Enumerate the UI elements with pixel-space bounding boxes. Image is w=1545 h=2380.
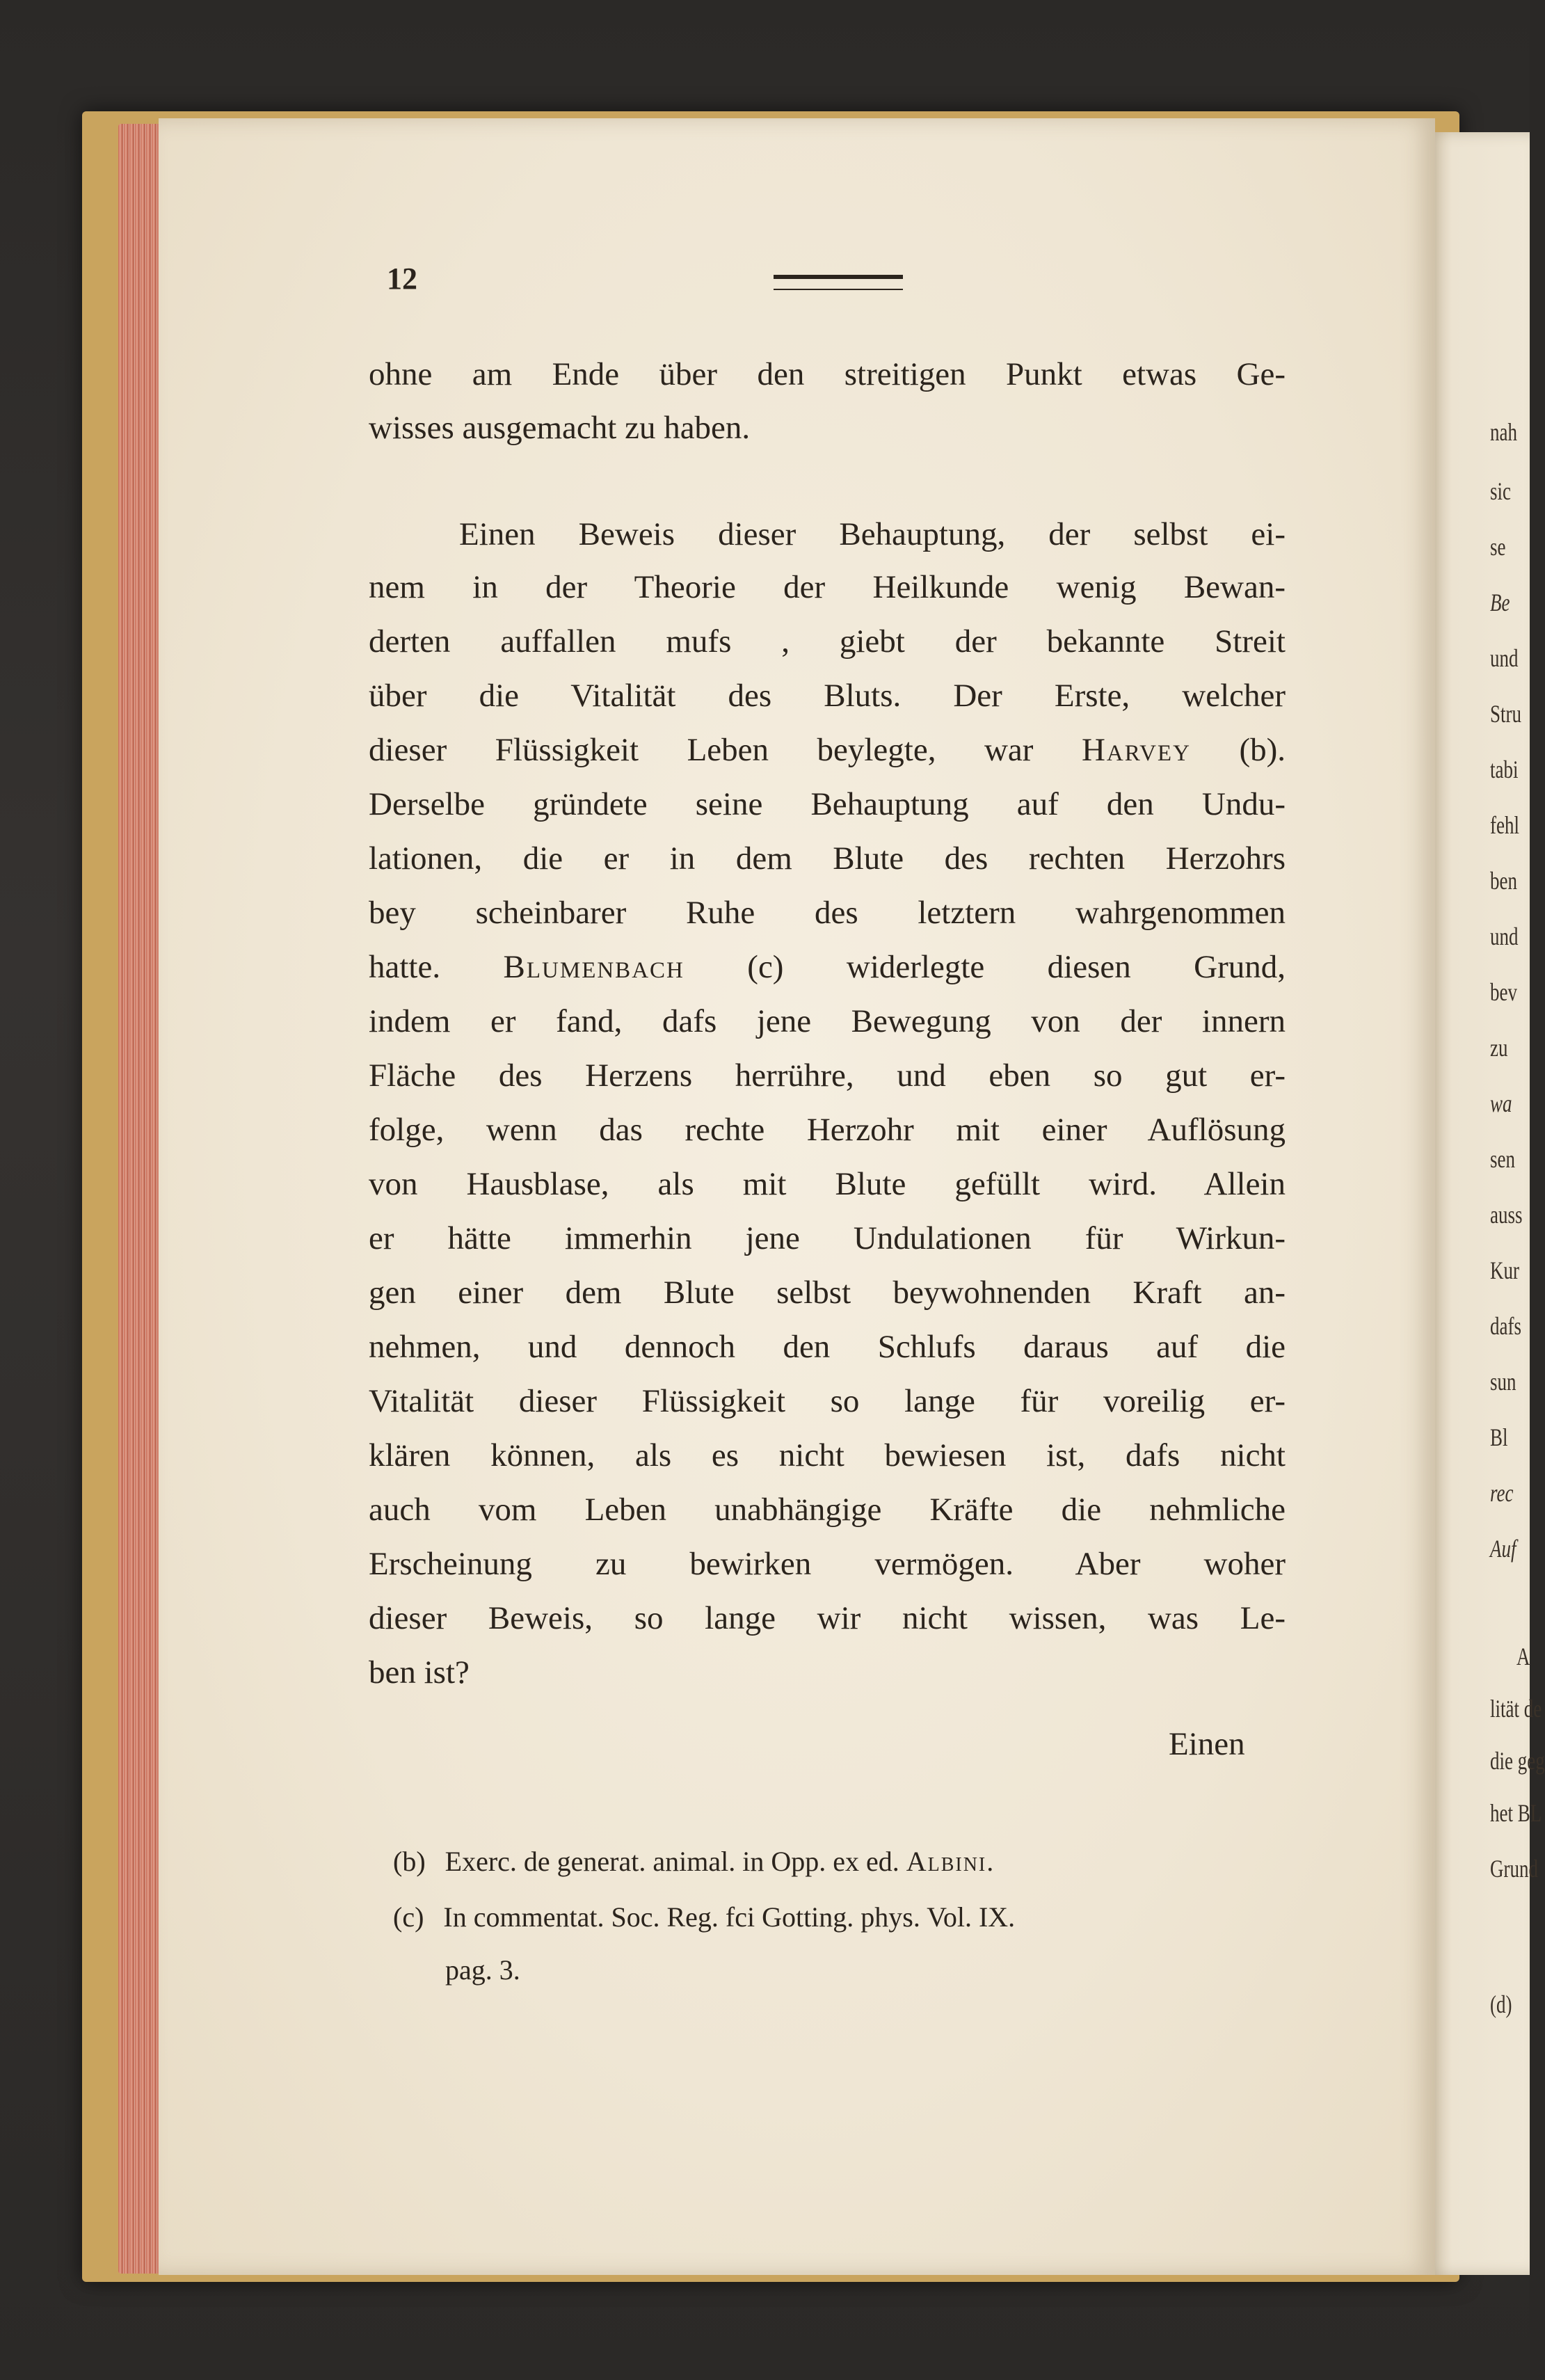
facing-page-fragment: die geg — [1490, 1747, 1545, 1775]
footnote-label: (b) — [393, 1846, 426, 1877]
facing-page-fragment: nah — [1490, 418, 1517, 446]
author-name-blumenbach: Blumenbach — [503, 949, 685, 985]
body-line: Fläche des Herzens herrühre, und eben so gut er- — [369, 1057, 1286, 1094]
body-line: Vitalität dieser Flüssigkeit so lange für voreilig er- — [369, 1383, 1286, 1419]
body-text: (c) widerlegte diesen Grund, — [747, 949, 1286, 985]
footnote-b — [393, 1845, 1290, 1878]
footnote-label: (c) — [393, 1901, 424, 1933]
catchword: Einen — [1169, 1726, 1245, 1762]
facing-page-fragment: rec — [1490, 1479, 1514, 1507]
facing-page-fragment: Auf — [1490, 1535, 1516, 1563]
body-line: nehmen, und dennoch den Schlufs daraus auf die — [369, 1329, 1286, 1365]
body-line: klären können, als es nicht bewiesen ist, dafs nicht — [369, 1437, 1286, 1473]
body-line: Erscheinung zu bewirken vermögen. Aber woher — [369, 1546, 1286, 1582]
facing-page-fragment: het BL — [1490, 1799, 1542, 1827]
facing-page-fragment: bev — [1490, 978, 1517, 1006]
facing-page-fragment: ben — [1490, 867, 1517, 895]
body-text: dieser Flüssigkeit Leben beylegte, war — [369, 732, 1034, 768]
body-line: ohne am Ende über den streitigen Punkt etwas Ge- — [369, 356, 1286, 392]
body-line: gen einer dem Blute selbst beywohnenden Kraft an- — [369, 1275, 1286, 1311]
body-line: bey scheinbarer Ruhe des letztern wahrgenommen — [369, 895, 1286, 931]
facing-page-fragment: und — [1490, 923, 1519, 950]
body-line: er hätte immerhin jene Undulationen für Wirkun- — [369, 1220, 1286, 1256]
body-line — [369, 730, 1286, 769]
facing-page-fragment: (d) — [1490, 1990, 1512, 2018]
page-edges — [118, 124, 160, 2274]
body-line: folge, wenn das rechte Herzohr mit einer Auflösung — [369, 1112, 1286, 1148]
facing-page-fragment: se — [1490, 533, 1506, 561]
facing-page-fragment: tabi — [1490, 756, 1519, 783]
footnote-c-continuation: pag. 3. — [445, 1954, 520, 1986]
facing-page-fragment: Stru — [1490, 700, 1522, 728]
page-number: 12 — [387, 262, 417, 296]
body-line: Derselbe gründete seine Behauptung auf den Undu- — [369, 786, 1286, 822]
body-line — [369, 948, 1286, 987]
footnote-ref-b: (b). — [1239, 732, 1286, 768]
body-text: hatte. — [369, 949, 441, 985]
body-line: lationen, die er in dem Blute des rechten Herzohrs — [369, 840, 1286, 877]
facing-page-fragment: auss — [1490, 1201, 1523, 1229]
footnote-text: In commentat. Soc. Reg. fci Gotting. phys. Vol. IX. — [443, 1901, 1016, 1933]
facing-page-fragment: dafs — [1490, 1312, 1521, 1340]
author-name-harvey: Harvey — [1081, 732, 1191, 768]
body-line: indem er fand, dafs jene Bewegung von der innern — [369, 1003, 1286, 1039]
facing-page-fragment: sic — [1490, 477, 1511, 505]
facing-page-fragment: lität de — [1490, 1695, 1542, 1723]
body-line: wisses ausgemacht zu haben. — [369, 410, 751, 446]
facing-page-fragment: und — [1490, 644, 1519, 672]
body-line: nem in der Theorie der Heilkunde wenig Bewan- — [369, 569, 1286, 605]
facing-page-fragment: sun — [1490, 1368, 1516, 1396]
footnote-c — [393, 1901, 1290, 1934]
facing-page-fragment: zu — [1490, 1034, 1508, 1062]
body-line: ben ist? — [369, 1654, 470, 1691]
body-line: über die Vitalität des Bluts. Der Erste, welcher — [369, 678, 1286, 714]
body-line: dieser Beweis, so lange wir nicht wissen, was Le- — [369, 1600, 1286, 1636]
footnote-text: Exerc. de generat. animal. in Opp. ex ed. — [445, 1846, 899, 1877]
body-line: auch vom Leben unabhängige Kräfte die nehmliche — [369, 1492, 1286, 1528]
body-line: derten auffallen mufs , giebt der bekannte Streit — [369, 623, 1286, 660]
facing-page-fragment: sen — [1490, 1145, 1515, 1173]
facing-page-fragment: Kur — [1490, 1256, 1519, 1284]
facing-page-fragment: wa — [1490, 1089, 1512, 1117]
body-line: von Hausblase, als mit Blute gefüllt wird. Allein — [369, 1166, 1286, 1202]
body-line: Einen Beweis dieser Behauptung, der selbst ei- — [459, 516, 1286, 552]
facing-page-fragment: Be — [1490, 589, 1510, 616]
facing-page-fragment: Grund — [1490, 1855, 1538, 1883]
footnote-author: Albini. — [906, 1846, 995, 1877]
facing-page-fragment: fehl — [1490, 811, 1519, 839]
facing-page-fragment: Bl — [1490, 1423, 1508, 1451]
facing-page-fragment: A — [1516, 1643, 1530, 1670]
header-rule — [774, 275, 903, 290]
